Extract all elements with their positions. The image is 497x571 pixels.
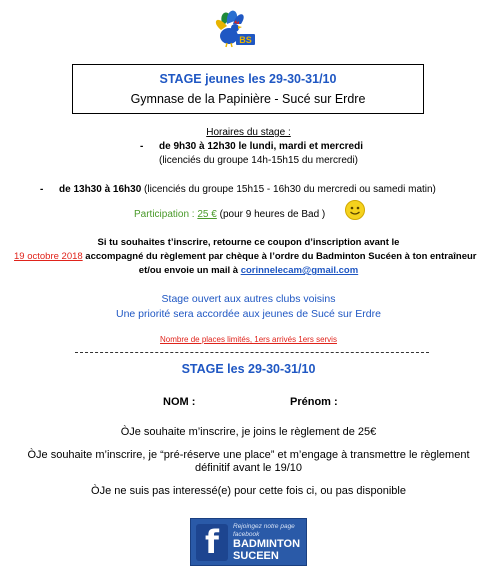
schedule-afternoon xyxy=(59,184,436,195)
schedule-dash-2: - xyxy=(40,184,44,195)
participation xyxy=(134,209,325,220)
facebook-club-name-1: BADMINTON xyxy=(233,538,301,550)
facebook-club-name-2: SUCEEN xyxy=(233,550,279,562)
schedule-afternoon-time: de 13h30 à 16h30 xyxy=(59,184,142,195)
facebook-join-text: Rejoingez notre page xyxy=(233,523,295,530)
prenom-label: Prénom : xyxy=(290,396,338,408)
option-preregister-line-1[interactable]: ÒJe souhaite m’inscrire, je “pré-réserve une place” et m’engage à transmettre le règlement xyxy=(27,449,470,461)
participation-note: (pour 9 heures de Bad ) xyxy=(216,209,326,220)
priority-notice: Une priorité sera accordée aux jeunes de Sucé sur Erdre xyxy=(116,308,381,320)
instructions-line-2 xyxy=(14,251,476,262)
stage-title: STAGE jeunes les 29-30-31/10 xyxy=(159,72,337,86)
instructions-line-1: Si tu souhaites t’inscrire, retourne ce coupon d’inscription avant le xyxy=(97,237,400,248)
facebook-word: facebook xyxy=(233,531,260,538)
rooster-logo-icon xyxy=(209,6,259,48)
header-box xyxy=(72,64,424,114)
limited-places-notice: Nombre de places limités, 1ers arrivés 1ers servis xyxy=(160,335,337,344)
open-clubs-notice: Stage ouvert aux autres clubs voisins xyxy=(161,293,336,305)
instructions-payment: accompagné du règlement par chèque à l’ordre du Badminton Sucéen à ton entraîneur xyxy=(82,251,477,262)
schedule-dash-1: - xyxy=(140,141,144,152)
instructions-line-3 xyxy=(0,265,497,276)
participation-amount: 25 € xyxy=(197,209,217,220)
facebook-icon: f xyxy=(205,523,219,561)
schedule-morning: de 9h30 à 12h30 le lundi, mardi et mercredi xyxy=(159,141,363,152)
svg-text:BS: BS xyxy=(239,35,252,45)
deadline-date: 19 octobre 2018 xyxy=(14,251,83,262)
nom-label: NOM : xyxy=(163,396,196,408)
schedule-morning-note: (licenciés du groupe 14h-15h15 du mercredi) xyxy=(159,155,359,166)
schedule-heading: Horaires du stage : xyxy=(206,127,291,138)
smiley-icon xyxy=(344,199,366,221)
schedule-afternoon-note: (licenciés du groupe 15h15 - 16h30 du mercredi ou samedi matin) xyxy=(141,184,436,195)
option-not-interested[interactable]: ÒJe ne suis pas interessé(e) pour cette fois ci, ou pas disponible xyxy=(91,485,406,497)
option-preregister-line-2: définitif avant le 19/10 xyxy=(194,462,303,474)
participation-label: Participation : xyxy=(134,209,198,220)
facebook-page-banner[interactable] xyxy=(190,518,307,566)
email-link[interactable]: corinnelecam@gmail.com xyxy=(240,265,359,276)
club-logo xyxy=(209,6,259,48)
instructions-mail-prefix: et/ou envoie un mail à xyxy=(138,265,241,276)
coupon-title: STAGE les 29-30-31/10 xyxy=(181,362,316,376)
option-register-pay[interactable]: ÒJe souhaite m’inscrire, je joins le règlement de 25€ xyxy=(120,426,377,438)
stage-location: Gymnase de la Papinière - Sucé sur Erdre xyxy=(130,92,366,106)
cut-line xyxy=(75,352,429,353)
